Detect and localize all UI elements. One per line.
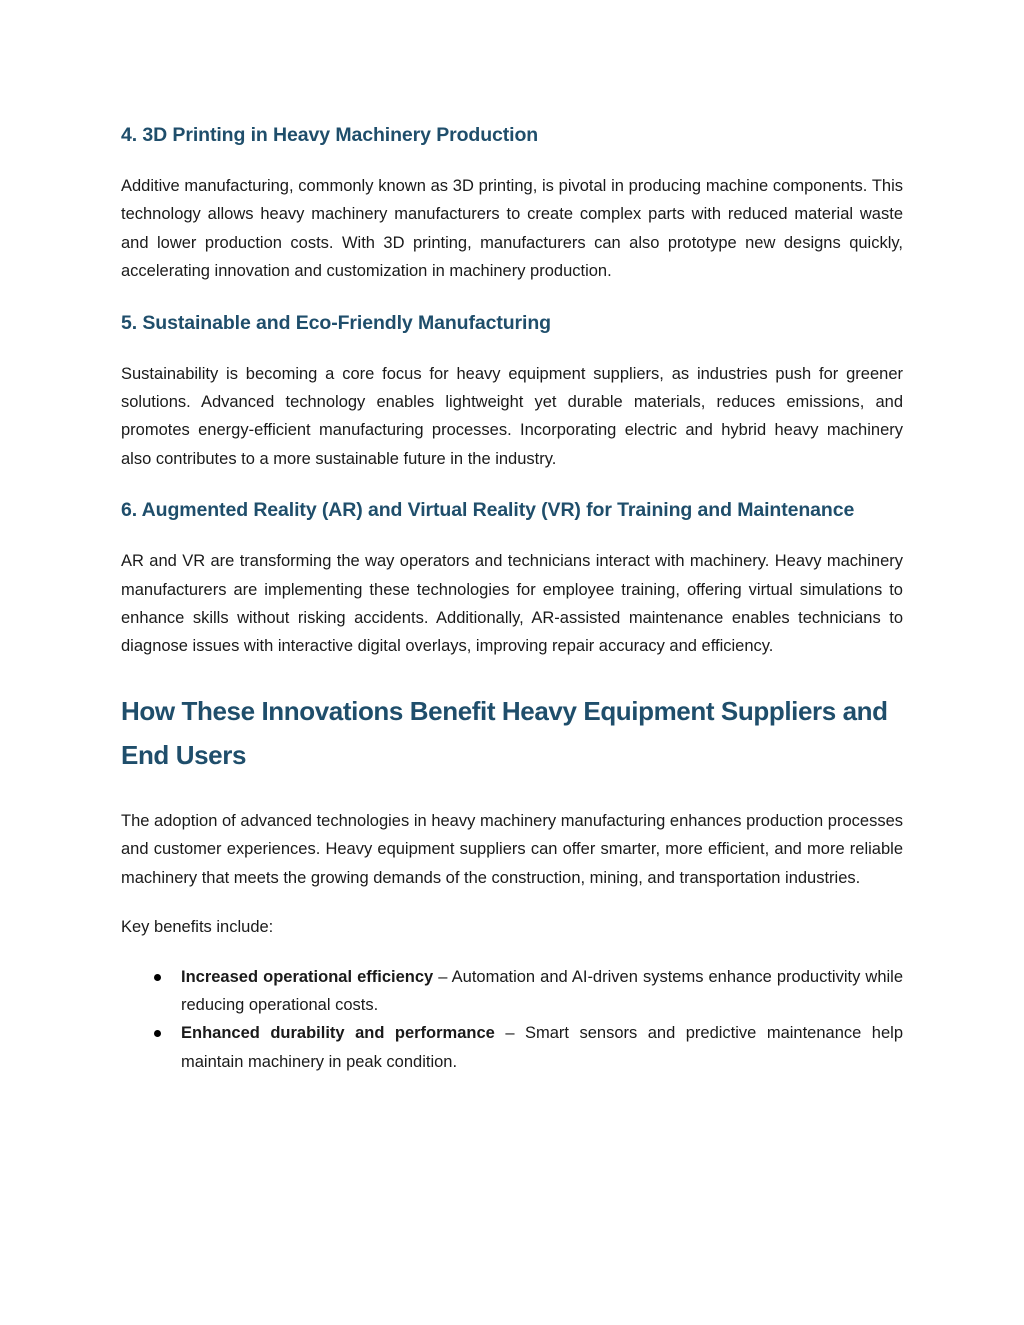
key-benefits-label: Key benefits include:	[121, 918, 274, 937]
benefits-list	[121, 963, 903, 1077]
section-body-ar-vr: AR and VR are transforming the way operators and technicians interact with machinery. Heavy machinery manufacturers are implementing these technologies for employee training, offering virtual simulations to enhance skills without risking accidents. Additionally, AR-assisted maintenance enables technicians to diagnose issues with interactive digital overlays, improving repair accuracy and efficiency.	[121, 552, 903, 656]
section-heading-3d-printing: 4. 3D Printing in Heavy Machinery Production	[121, 124, 539, 146]
benefit-text: – Smart sensors and predictive maintenance help maintain machinery in peak condition.	[181, 1024, 903, 1071]
benefits-heading: How These Innovations Benefit Heavy Equipment Suppliers and End Users	[121, 695, 888, 770]
benefit-title: Increased operational efficiency	[181, 967, 434, 986]
section-body-sustainable: Sustainability is becoming a core focus for heavy equipment suppliers, as industries push for greener solutions. Advanced technology enables lightweight yet durable materials, reduces emissions, and promotes energy-efficient manufacturing processes. Incorporating electric and hybrid heavy machinery also contributes to a more sustainable future in the industry.	[121, 364, 903, 468]
benefit-text: – Automation and AI-driven systems enhance productivity while reducing operational costs.	[181, 967, 903, 1014]
section-body-3d-printing: Additive manufacturing, commonly known as 3D printing, is pivotal in producing machine components. This technology allows heavy machinery manufacturers to create complex parts with reduced material waste and lower production costs. With 3D printing, manufacturers can also prototype new designs quickly, accelerating innovation and customization in machinery production.	[121, 177, 903, 281]
section-heading-sustainable: 5. Sustainable and Eco-Friendly Manufacturing	[121, 311, 551, 334]
benefit-title: Enhanced durability and performance	[181, 1024, 495, 1043]
list-item	[121, 963, 903, 1020]
bullet-icon	[154, 974, 161, 981]
bullet-icon	[154, 1030, 161, 1037]
benefits-intro: The adoption of advanced technologies in heavy machinery manufacturing enhances production processes and customer experiences. Heavy equipment suppliers can offer smarter, more efficient, and more reliable machinery that meets the growing demands of the construction, mining, and transportation industries.	[121, 811, 903, 887]
section-heading-ar-vr: 6. Augmented Reality (AR) and Virtual Reality (VR) for Training and Maintenance	[121, 499, 855, 522]
document-page	[121, 118, 903, 1076]
list-item	[121, 1019, 903, 1076]
